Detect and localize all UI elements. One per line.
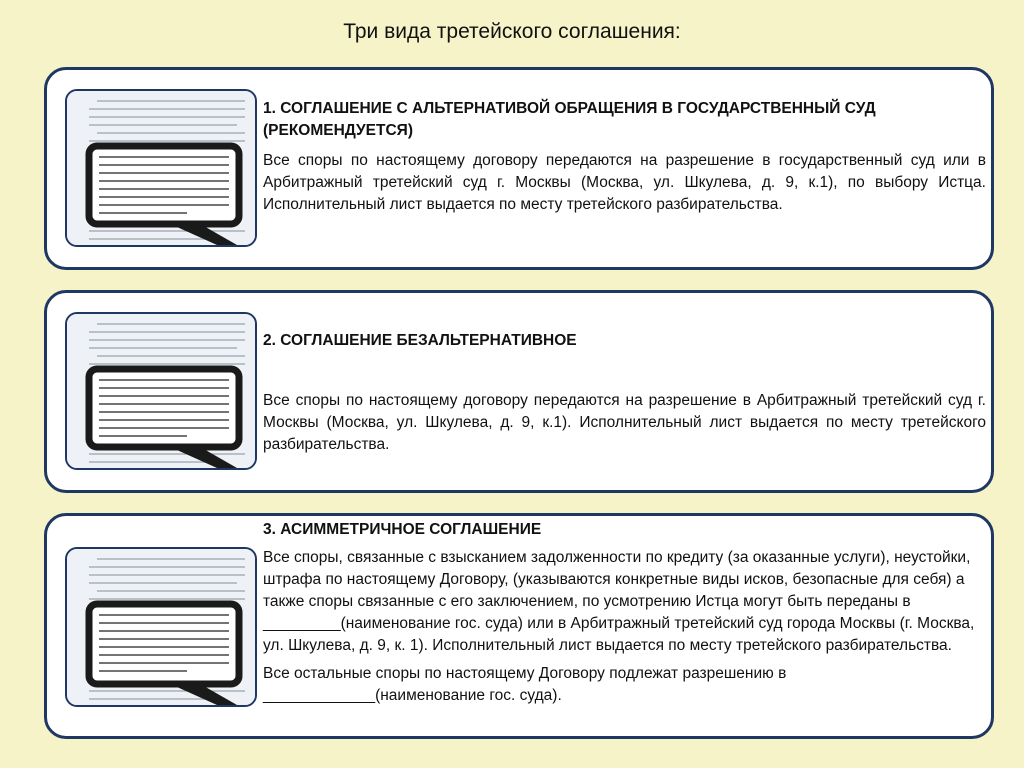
- agreement-card-2-text: [263, 390, 986, 456]
- magnifier-document-icon: [65, 89, 257, 247]
- agreement-card-3-text: [263, 519, 986, 707]
- agreement-paragraph: Все споры по настоящему договору передаются на разрешение в Арбитражный третейский суд г. Москвы (Москва, ул. Шкулева, д. 9, к.1). Исполнительный лист выдается по месту третейского разбирательства.: [263, 392, 986, 453]
- agreement-paragraph: Все споры по настоящему договору передаются на разрешение в государственный суд или в Арбитражный третейский суд г. Москвы (Москва, ул. Шкулева, д. 9, к.1), по выбору Истца. Исполнительный лист выдается по месту третейского разбирательства.: [263, 152, 986, 213]
- agreement-card-2: [44, 290, 994, 493]
- magnifier-document-icon: [65, 547, 257, 707]
- agreement-heading: 3. АСИММЕТРИЧНОЕ СОГЛАШЕНИЕ: [263, 521, 542, 538]
- slide-title: Три вида третейского соглашения:: [343, 20, 681, 43]
- agreement-paragraph: Все остальные споры по настоящему Договору подлежат разрешению в _____________(наименование гос. суда).: [263, 665, 787, 704]
- magnifier-document-icon: [65, 312, 257, 470]
- agreement-card-3: [44, 513, 994, 739]
- agreement-paragraph: Все споры, связанные с взысканием задолженности по кредиту (за оказанные услуги), неустойки, штрафа по настоящему Договору, (указываются конкретные виды исков, безопасные для себя) а также споры связанные с его заключением, по усмотрению Истца могут быть переданы в _________(наименование гос. суда) или в Арбитражный третейский суд города Москвы (г. Москва, ул. Шкулева, д. 9, к. 1). Исполнительный лист выдается по месту третейского разбирательства.: [263, 549, 975, 654]
- agreement-card-1: [44, 67, 994, 270]
- agreement-heading: 2. СОГЛАШЕНИЕ БЕЗАЛЬТЕРНАТИВНОЕ: [263, 332, 577, 349]
- agreement-heading: 1. СОГЛАШЕНИЕ С АЛЬТЕРНАТИВОЙ ОБРАЩЕНИЯ В ГОСУДАРСТВЕННЫЙ СУД (РЕКОМЕНДУЕТСЯ): [263, 100, 876, 139]
- agreement-card-1-text: [263, 98, 986, 216]
